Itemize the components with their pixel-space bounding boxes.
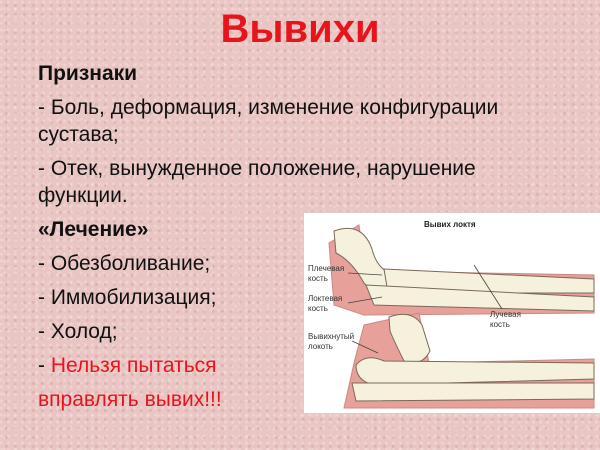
warning-text-a: Нельзя пытаться	[50, 354, 217, 377]
label-elbow-2: локоть	[308, 342, 333, 351]
treatment-warning-line-2: вправлять вывих!!!	[38, 388, 222, 411]
label-radius-1: Лучевая	[490, 310, 521, 319]
dislocated-elbow-illustration	[344, 313, 594, 408]
label-radius-2: кость	[490, 320, 510, 329]
treatment-heading: «Лечение»	[38, 218, 149, 241]
label-elbow-1: Вывихнутый	[308, 332, 355, 341]
elbow-diagram-svg	[304, 213, 600, 413]
signs-heading: Признаки	[38, 62, 138, 85]
label-ulna-2: кость	[308, 304, 328, 313]
sign-line-1b: сустава;	[38, 123, 119, 146]
elbow-dislocation-diagram	[303, 212, 600, 414]
sign-line-2b: функции.	[38, 184, 128, 207]
sign-line-2a: - Отек, вынужденное положение, нарушение	[38, 157, 476, 180]
diagram-title: Вывих локтя	[424, 220, 476, 229]
normal-elbow-illustration	[329, 225, 594, 315]
page-title: Вывихи	[220, 7, 380, 51]
treatment-item-2: - Иммобилизация;	[38, 286, 217, 309]
warning-dash: -	[38, 354, 51, 377]
treatment-item-3: - Холод;	[38, 320, 118, 343]
treatment-item-1: - Обезболивание;	[38, 252, 211, 275]
sign-line-1a: - Боль, деформация, изменение конфигурации	[38, 96, 499, 119]
dislocated-ulna-bone	[352, 383, 594, 401]
label-humerus-2: кость	[308, 274, 328, 283]
label-humerus-1: Плечевая	[308, 264, 345, 273]
label-ulna-1: Локтевая	[308, 294, 343, 303]
